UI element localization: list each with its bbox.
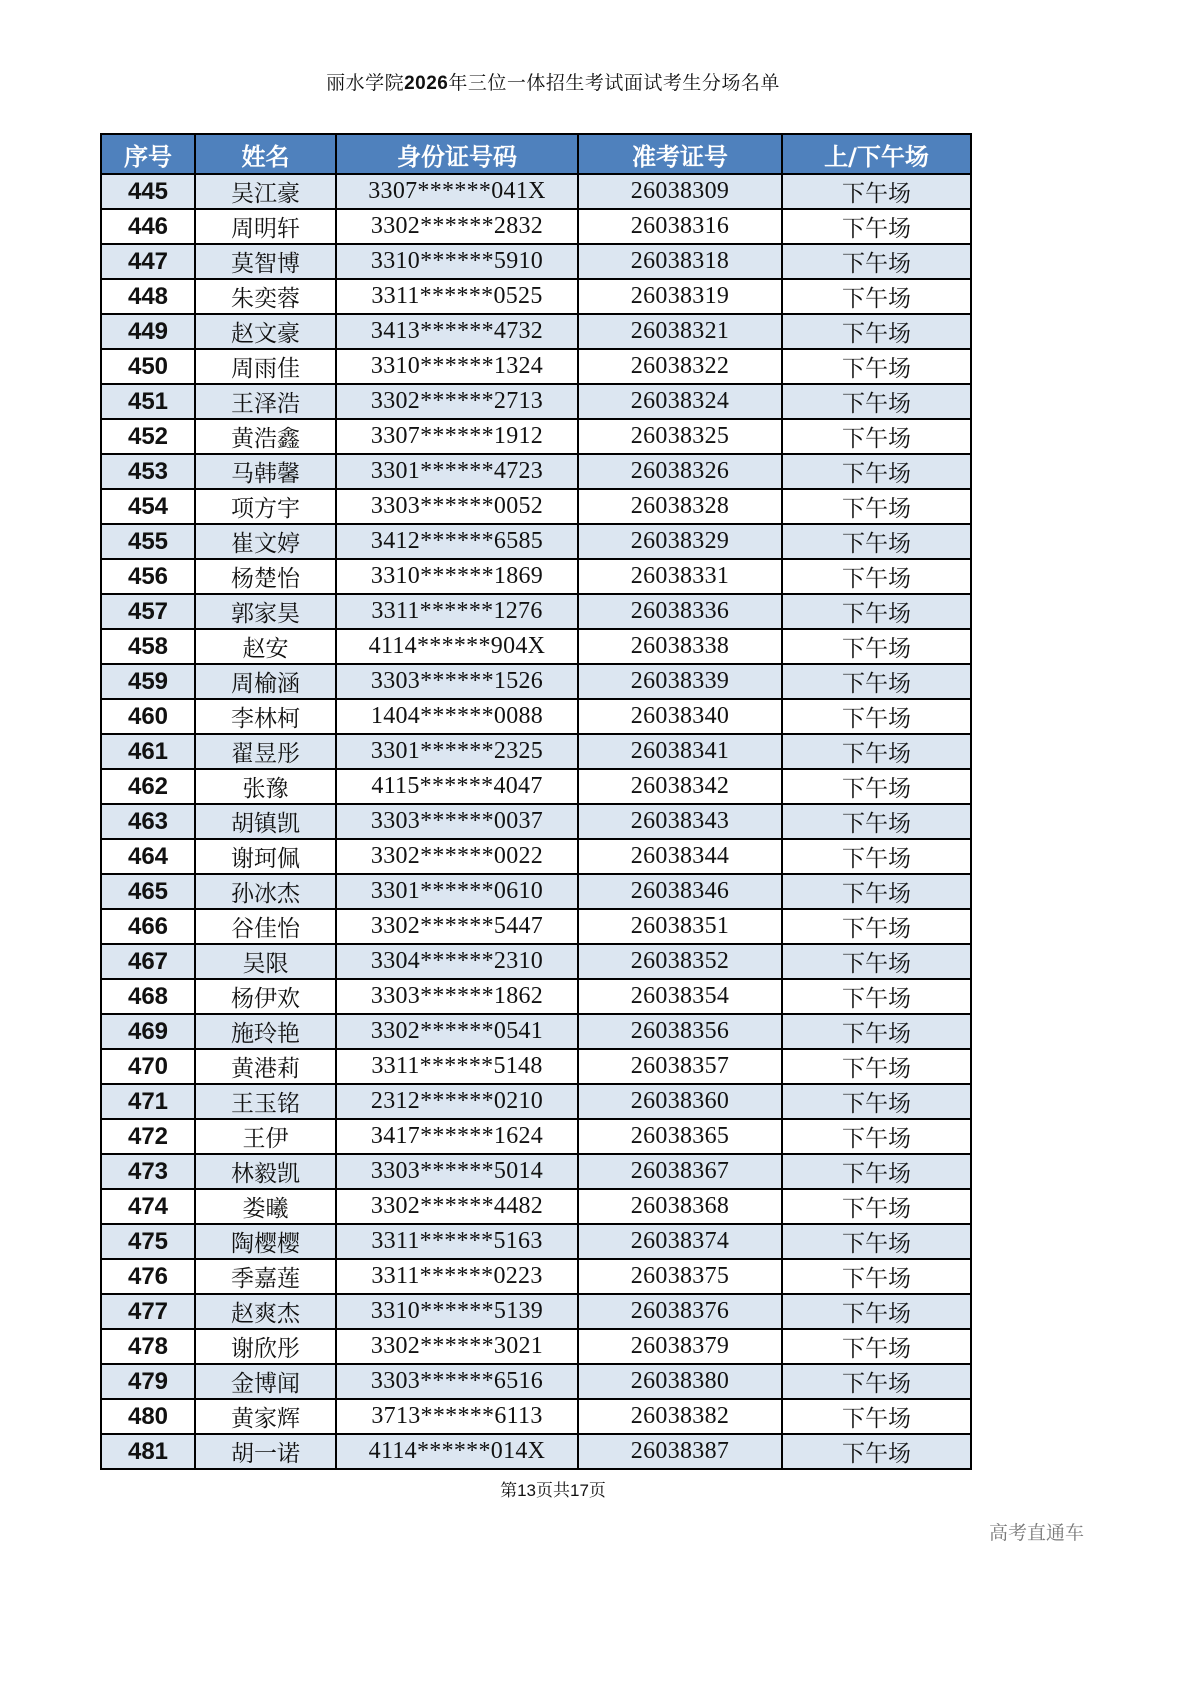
cell-name: 吴江豪 [195, 174, 336, 209]
cell-id-number: 3302******5447 [336, 909, 578, 944]
table-row [101, 979, 971, 1014]
table-row [101, 279, 971, 314]
cell-id-number: 3303******5014 [336, 1154, 578, 1189]
cell-seq: 481 [101, 1434, 195, 1469]
column-header-seq: 序号 [101, 134, 195, 174]
cell-name: 王泽浩 [195, 384, 336, 419]
cell-id-number: 3302******2713 [336, 384, 578, 419]
cell-exam-number: 26038357 [578, 1049, 782, 1084]
cell-seq: 478 [101, 1329, 195, 1364]
table-row [101, 629, 971, 664]
table-row [101, 559, 971, 594]
cell-session: 下午场 [782, 1259, 971, 1294]
cell-session: 下午场 [782, 1329, 971, 1364]
cell-name: 娄曦 [195, 1189, 336, 1224]
cell-session: 下午场 [782, 1049, 971, 1084]
cell-id-number: 3303******6516 [336, 1364, 578, 1399]
table-row [101, 664, 971, 699]
cell-session: 下午场 [782, 524, 971, 559]
cell-seq: 462 [101, 769, 195, 804]
cell-id-number: 3311******0525 [336, 279, 578, 314]
cell-id-number: 3417******1624 [336, 1119, 578, 1154]
cell-seq: 463 [101, 804, 195, 839]
cell-seq: 470 [101, 1049, 195, 1084]
cell-id-number: 3302******0541 [336, 1014, 578, 1049]
cell-seq: 479 [101, 1364, 195, 1399]
cell-seq: 465 [101, 874, 195, 909]
cell-session: 下午场 [782, 1119, 971, 1154]
table-row [101, 839, 971, 874]
cell-session: 下午场 [782, 664, 971, 699]
table-row [101, 734, 971, 769]
table-body [101, 174, 971, 1469]
cell-id-number: 3413******4732 [336, 314, 578, 349]
title-suffix: 年三位一体招生考试面试考生分场名单 [448, 73, 780, 94]
table-row [101, 944, 971, 979]
cell-seq: 454 [101, 489, 195, 524]
cell-id-number: 3301******2325 [336, 734, 578, 769]
table-row [101, 1224, 971, 1259]
cell-seq: 473 [101, 1154, 195, 1189]
cell-name: 郭家昊 [195, 594, 336, 629]
column-header-exam-number: 准考证号 [578, 134, 782, 174]
cell-session: 下午场 [782, 244, 971, 279]
table-row [101, 419, 971, 454]
cell-name: 黄家辉 [195, 1399, 336, 1434]
table-row [101, 1259, 971, 1294]
cell-session: 下午场 [782, 699, 971, 734]
cell-exam-number: 26038340 [578, 699, 782, 734]
cell-name: 朱奕蓉 [195, 279, 336, 314]
cell-seq: 457 [101, 594, 195, 629]
cell-name: 王伊 [195, 1119, 336, 1154]
cell-id-number: 3304******2310 [336, 944, 578, 979]
cell-session: 下午场 [782, 629, 971, 664]
cell-name: 莫智博 [195, 244, 336, 279]
cell-seq: 448 [101, 279, 195, 314]
table-row [101, 349, 971, 384]
table-row [101, 244, 971, 279]
cell-id-number: 3303******1862 [336, 979, 578, 1014]
cell-id-number: 3311******0223 [336, 1259, 578, 1294]
cell-seq: 466 [101, 909, 195, 944]
cell-seq: 468 [101, 979, 195, 1014]
cell-name: 季嘉莲 [195, 1259, 336, 1294]
cell-name: 金博闻 [195, 1364, 336, 1399]
title-prefix: 丽水学院 [326, 73, 405, 94]
cell-id-number: 4114******904X [336, 629, 578, 664]
cell-exam-number: 26038379 [578, 1329, 782, 1364]
cell-id-number: 3302******4482 [336, 1189, 578, 1224]
cell-session: 下午场 [782, 1224, 971, 1259]
cell-id-number: 3307******041X [336, 174, 578, 209]
cell-session: 下午场 [782, 1084, 971, 1119]
cell-id-number: 3310******1869 [336, 559, 578, 594]
column-header-session: 上/下午场 [782, 134, 971, 174]
cell-name: 黄港莉 [195, 1049, 336, 1084]
cell-id-number: 3311******5163 [336, 1224, 578, 1259]
cell-seq: 469 [101, 1014, 195, 1049]
cell-name: 杨楚怡 [195, 559, 336, 594]
cell-exam-number: 26038319 [578, 279, 782, 314]
cell-exam-number: 26038331 [578, 559, 782, 594]
cell-seq: 475 [101, 1224, 195, 1259]
cell-name: 施玲艳 [195, 1014, 336, 1049]
cell-id-number: 3310******1324 [336, 349, 578, 384]
cell-name: 翟昱彤 [195, 734, 336, 769]
cell-name: 赵文豪 [195, 314, 336, 349]
cell-exam-number: 26038356 [578, 1014, 782, 1049]
cell-exam-number: 26038322 [578, 349, 782, 384]
cell-name: 王玉铭 [195, 1084, 336, 1119]
cell-session: 下午场 [782, 769, 971, 804]
cell-name: 赵安 [195, 629, 336, 664]
cell-id-number: 3302******3021 [336, 1329, 578, 1364]
column-header-id-number: 身份证号码 [336, 134, 578, 174]
cell-name: 胡一诺 [195, 1434, 336, 1469]
cell-name: 崔文婷 [195, 524, 336, 559]
cell-name: 胡镇凯 [195, 804, 336, 839]
table-row [101, 1329, 971, 1364]
cell-exam-number: 26038343 [578, 804, 782, 839]
cell-seq: 447 [101, 244, 195, 279]
cell-exam-number: 26038387 [578, 1434, 782, 1469]
cell-id-number: 3310******5139 [336, 1294, 578, 1329]
cell-name: 陶樱樱 [195, 1224, 336, 1259]
cell-exam-number: 26038324 [578, 384, 782, 419]
cell-seq: 476 [101, 1259, 195, 1294]
cell-exam-number: 26038382 [578, 1399, 782, 1434]
table-row [101, 1119, 971, 1154]
cell-session: 下午场 [782, 1014, 971, 1049]
cell-name: 谷佳怡 [195, 909, 336, 944]
cell-session: 下午场 [782, 1434, 971, 1469]
cell-name: 周榆涵 [195, 664, 336, 699]
cell-id-number: 4115******4047 [336, 769, 578, 804]
cell-session: 下午场 [782, 279, 971, 314]
cell-seq: 461 [101, 734, 195, 769]
cell-exam-number: 26038318 [578, 244, 782, 279]
cell-name: 杨伊欢 [195, 979, 336, 1014]
cell-session: 下午场 [782, 384, 971, 419]
cell-exam-number: 26038360 [578, 1084, 782, 1119]
cell-seq: 458 [101, 629, 195, 664]
cell-exam-number: 26038339 [578, 664, 782, 699]
cell-exam-number: 26038341 [578, 734, 782, 769]
cell-seq: 460 [101, 699, 195, 734]
cell-id-number: 3307******1912 [336, 419, 578, 454]
cell-name: 项方宇 [195, 489, 336, 524]
cell-exam-number: 26038321 [578, 314, 782, 349]
table-header-row [101, 134, 971, 174]
cell-exam-number: 26038367 [578, 1154, 782, 1189]
table-row [101, 489, 971, 524]
cell-seq: 453 [101, 454, 195, 489]
cell-name: 周明轩 [195, 209, 336, 244]
cell-session: 下午场 [782, 314, 971, 349]
table-row [101, 1014, 971, 1049]
cell-seq: 449 [101, 314, 195, 349]
cell-seq: 450 [101, 349, 195, 384]
cell-session: 下午场 [782, 1294, 971, 1329]
cell-session: 下午场 [782, 979, 971, 1014]
cell-exam-number: 26038380 [578, 1364, 782, 1399]
cell-id-number: 3303******0037 [336, 804, 578, 839]
table-row [101, 384, 971, 419]
cell-name: 林毅凯 [195, 1154, 336, 1189]
cell-exam-number: 26038316 [578, 209, 782, 244]
cell-id-number: 1404******0088 [336, 699, 578, 734]
cell-name: 周雨佳 [195, 349, 336, 384]
cell-session: 下午场 [782, 454, 971, 489]
table-row [101, 1154, 971, 1189]
cell-seq: 474 [101, 1189, 195, 1224]
cell-name: 吴限 [195, 944, 336, 979]
cell-exam-number: 26038326 [578, 454, 782, 489]
cell-id-number: 3412******6585 [336, 524, 578, 559]
cell-id-number: 2312******0210 [336, 1084, 578, 1119]
page-title [0, 68, 1106, 95]
cell-exam-number: 26038338 [578, 629, 782, 664]
cell-seq: 452 [101, 419, 195, 454]
cell-exam-number: 26038374 [578, 1224, 782, 1259]
cell-seq: 464 [101, 839, 195, 874]
cell-exam-number: 26038342 [578, 769, 782, 804]
cell-exam-number: 26038368 [578, 1189, 782, 1224]
table-row [101, 454, 971, 489]
cell-seq: 456 [101, 559, 195, 594]
cell-exam-number: 26038309 [578, 174, 782, 209]
cell-name: 黄浩鑫 [195, 419, 336, 454]
cell-session: 下午场 [782, 944, 971, 979]
table-row [101, 909, 971, 944]
cell-seq: 467 [101, 944, 195, 979]
cell-id-number: 3303******0052 [336, 489, 578, 524]
table-row [101, 1364, 971, 1399]
table-row [101, 699, 971, 734]
cell-exam-number: 26038328 [578, 489, 782, 524]
cell-exam-number: 26038329 [578, 524, 782, 559]
cell-id-number: 3302******0022 [336, 839, 578, 874]
cell-session: 下午场 [782, 909, 971, 944]
cell-session: 下午场 [782, 839, 971, 874]
cell-exam-number: 26038354 [578, 979, 782, 1014]
cell-session: 下午场 [782, 734, 971, 769]
cell-exam-number: 26038344 [578, 839, 782, 874]
cell-session: 下午场 [782, 1189, 971, 1224]
table-row [101, 209, 971, 244]
table-row [101, 524, 971, 559]
cell-id-number: 3303******1526 [336, 664, 578, 699]
cell-id-number: 3301******0610 [336, 874, 578, 909]
cell-session: 下午场 [782, 349, 971, 384]
table-row [101, 1189, 971, 1224]
table-row [101, 174, 971, 209]
cell-id-number: 3311******1276 [336, 594, 578, 629]
cell-exam-number: 26038346 [578, 874, 782, 909]
cell-exam-number: 26038325 [578, 419, 782, 454]
cell-session: 下午场 [782, 174, 971, 209]
cell-name: 赵爽杰 [195, 1294, 336, 1329]
table-row [101, 769, 971, 804]
cell-id-number: 3310******5910 [336, 244, 578, 279]
cell-session: 下午场 [782, 559, 971, 594]
cell-seq: 471 [101, 1084, 195, 1119]
cell-seq: 472 [101, 1119, 195, 1154]
cell-exam-number: 26038351 [578, 909, 782, 944]
table-row [101, 1084, 971, 1119]
candidate-roster-table [100, 133, 972, 1470]
cell-id-number: 3301******4723 [336, 454, 578, 489]
cell-name: 张豫 [195, 769, 336, 804]
table-row [101, 1049, 971, 1084]
cell-name: 谢珂佩 [195, 839, 336, 874]
table-row [101, 594, 971, 629]
cell-seq: 459 [101, 664, 195, 699]
cell-name: 孙冰杰 [195, 874, 336, 909]
cell-session: 下午场 [782, 419, 971, 454]
cell-id-number: 3311******5148 [336, 1049, 578, 1084]
cell-session: 下午场 [782, 1399, 971, 1434]
cell-seq: 446 [101, 209, 195, 244]
title-year: 2026 [404, 73, 449, 94]
cell-name: 马韩馨 [195, 454, 336, 489]
cell-session: 下午场 [782, 874, 971, 909]
cell-session: 下午场 [782, 804, 971, 839]
cell-session: 下午场 [782, 594, 971, 629]
table-row [101, 1399, 971, 1434]
cell-exam-number: 26038336 [578, 594, 782, 629]
cell-exam-number: 26038352 [578, 944, 782, 979]
cell-seq: 455 [101, 524, 195, 559]
cell-seq: 480 [101, 1399, 195, 1434]
table-row [101, 1294, 971, 1329]
page-number: 第13页共17页 [500, 1481, 606, 1500]
cell-exam-number: 26038376 [578, 1294, 782, 1329]
cell-exam-number: 26038365 [578, 1119, 782, 1154]
watermark-text: 高考直通车 [988, 1522, 1084, 1544]
table-row [101, 804, 971, 839]
cell-session: 下午场 [782, 209, 971, 244]
cell-name: 李林柯 [195, 699, 336, 734]
cell-id-number: 3302******2832 [336, 209, 578, 244]
cell-seq: 445 [101, 174, 195, 209]
cell-session: 下午场 [782, 489, 971, 524]
cell-id-number: 4114******014X [336, 1434, 578, 1469]
cell-session: 下午场 [782, 1364, 971, 1399]
cell-name: 谢欣彤 [195, 1329, 336, 1364]
cell-exam-number: 26038375 [578, 1259, 782, 1294]
cell-seq: 451 [101, 384, 195, 419]
cell-id-number: 3713******6113 [336, 1399, 578, 1434]
cell-session: 下午场 [782, 1154, 971, 1189]
cell-seq: 477 [101, 1294, 195, 1329]
table-row [101, 314, 971, 349]
table-row [101, 874, 971, 909]
column-header-name: 姓名 [195, 134, 336, 174]
table-row [101, 1434, 971, 1469]
